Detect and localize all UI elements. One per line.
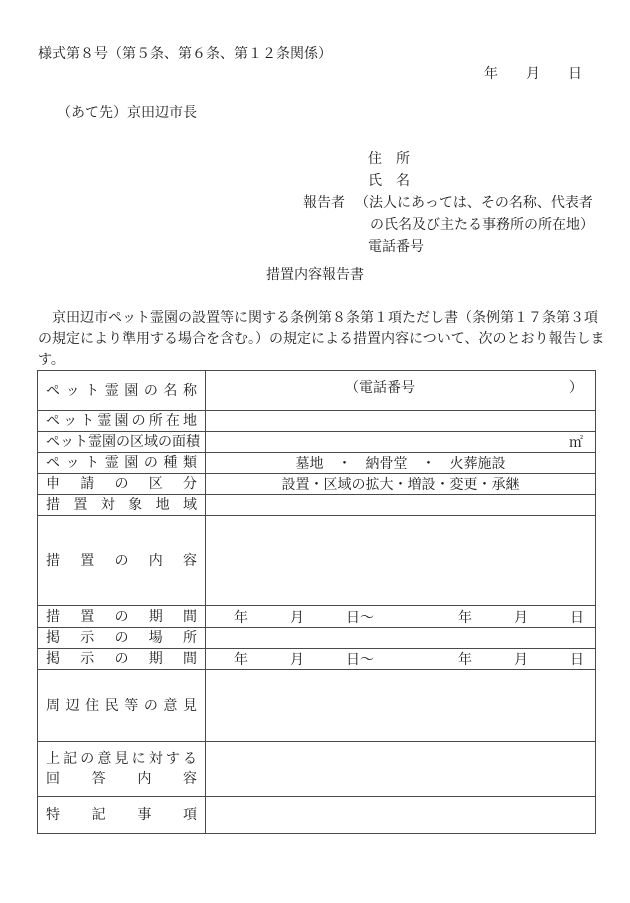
row-label-cell	[38, 516, 206, 606]
table-row-cemetery-area	[38, 432, 596, 453]
row-label-cell	[38, 411, 206, 432]
row-label: 申 請 の 区 分	[46, 476, 197, 492]
form-number: 様式第８号（第５条、第６条、第１２条関係）	[38, 46, 332, 62]
row-label-cell	[38, 649, 206, 670]
reporter-corporate-note-line2: の氏名及び主たる事務所の所在地）	[370, 217, 594, 233]
row-value-cell: 年 月 日～ 年 月 日	[206, 606, 596, 628]
row-label-cell	[38, 453, 206, 474]
row-value-cell	[206, 516, 596, 606]
row-label-cell	[38, 742, 206, 797]
row-value-cell	[206, 432, 596, 453]
body-paragraph-line: の規定により準用する場合を含む。）の規定による措置内容について、次のとおり報告しま	[38, 331, 605, 347]
body-paragraph-line: す。	[38, 352, 65, 368]
row-label: ペ ッ ト 霊 園 の 区 域 の 面 積	[46, 434, 200, 450]
body-paragraph-line: 京田辺市ペット霊園の設置等に関する条例第８条第１項ただし書（条例第１７条第３項	[38, 310, 598, 326]
report-table	[37, 370, 596, 834]
row-label: ペ ッ ト 霊 園 の 所 在 地	[46, 413, 197, 429]
table-row-posting-place	[38, 628, 596, 649]
row-value-cell	[206, 742, 596, 797]
table-row-posting-period	[38, 649, 596, 670]
row-label: 掲 示 の 場 所	[46, 630, 197, 646]
row-value-cell	[206, 371, 596, 411]
row-label: ペ ッ ト 霊 園 の 種 類	[46, 455, 197, 471]
table-row-measure-target-area	[38, 495, 596, 516]
phone-close-paren: ）	[569, 380, 583, 396]
row-label: 特 記 事 項	[46, 807, 197, 823]
table-row-measure-period	[38, 606, 596, 628]
row-value-cell: 設置・区域の拡大・増設・変更・承継	[206, 474, 596, 495]
row-label: 周 辺 住 民 等 の 意 見	[46, 697, 197, 714]
date-line: 年 月 日	[484, 66, 582, 82]
row-value-cell: 墓地 ・ 納骨堂 ・ 火葬施設	[206, 453, 596, 474]
phone-number-line	[206, 380, 595, 401]
body-paragraph	[38, 308, 605, 371]
row-label: ペ ッ ト 霊 園 の 名 称	[46, 382, 197, 399]
row-value-cell	[206, 797, 596, 834]
reporter-corporate-note-line1: （法人にあっては、その名称、代表者	[355, 195, 593, 211]
row-label: 措 置 の 内 容	[46, 552, 197, 569]
reporter-lines	[355, 148, 594, 258]
reporter-name-line: 氏 名	[368, 173, 410, 189]
row-label-cell	[38, 432, 206, 453]
table-row-cemetery-type	[38, 453, 596, 474]
row-label-cell	[38, 606, 206, 628]
table-row-cemetery-location	[38, 411, 596, 432]
row-label-line1: 上 記 の 意 見 に 対 す る	[46, 751, 197, 767]
reporter-phone-line: 電話番号	[368, 239, 424, 255]
phone-number-label: （電話番号	[345, 380, 415, 396]
reporter-block	[303, 148, 594, 258]
row-label-cell	[38, 670, 206, 742]
row-value-cell	[206, 495, 596, 516]
reporter-label: 報告者	[303, 195, 345, 211]
row-label-cell	[38, 628, 206, 649]
row-label: 措 置 対 象 地 域	[46, 497, 197, 513]
row-label-line2: 回 答 内 容	[46, 771, 197, 787]
document-title: 措置内容報告書	[266, 267, 364, 283]
reporter-address-line: 住 所	[368, 151, 410, 167]
row-value-cell	[206, 628, 596, 649]
row-label-cell	[38, 797, 206, 834]
row-value-cell: 年 月 日～ 年 月 日	[206, 649, 596, 670]
row-label-cell	[38, 495, 206, 516]
table-row-cemetery-name	[38, 371, 596, 411]
row-label: 措 置 の 期 間	[46, 608, 197, 625]
table-row-neighbor-opinions	[38, 670, 596, 742]
addressee: （あて先）京田辺市長	[57, 105, 197, 121]
row-value-cell	[206, 670, 596, 742]
area-unit: ㎡	[569, 435, 583, 451]
row-label: 掲 示 の 期 間	[46, 651, 197, 667]
table-row-measure-content	[38, 516, 596, 606]
row-label-cell	[38, 474, 206, 495]
table-row-special-notes	[38, 797, 596, 834]
row-value-cell	[206, 411, 596, 432]
row-label-cell	[38, 371, 206, 411]
table-row-response-to-opinions	[38, 742, 596, 797]
table-row-application-category	[38, 474, 596, 495]
